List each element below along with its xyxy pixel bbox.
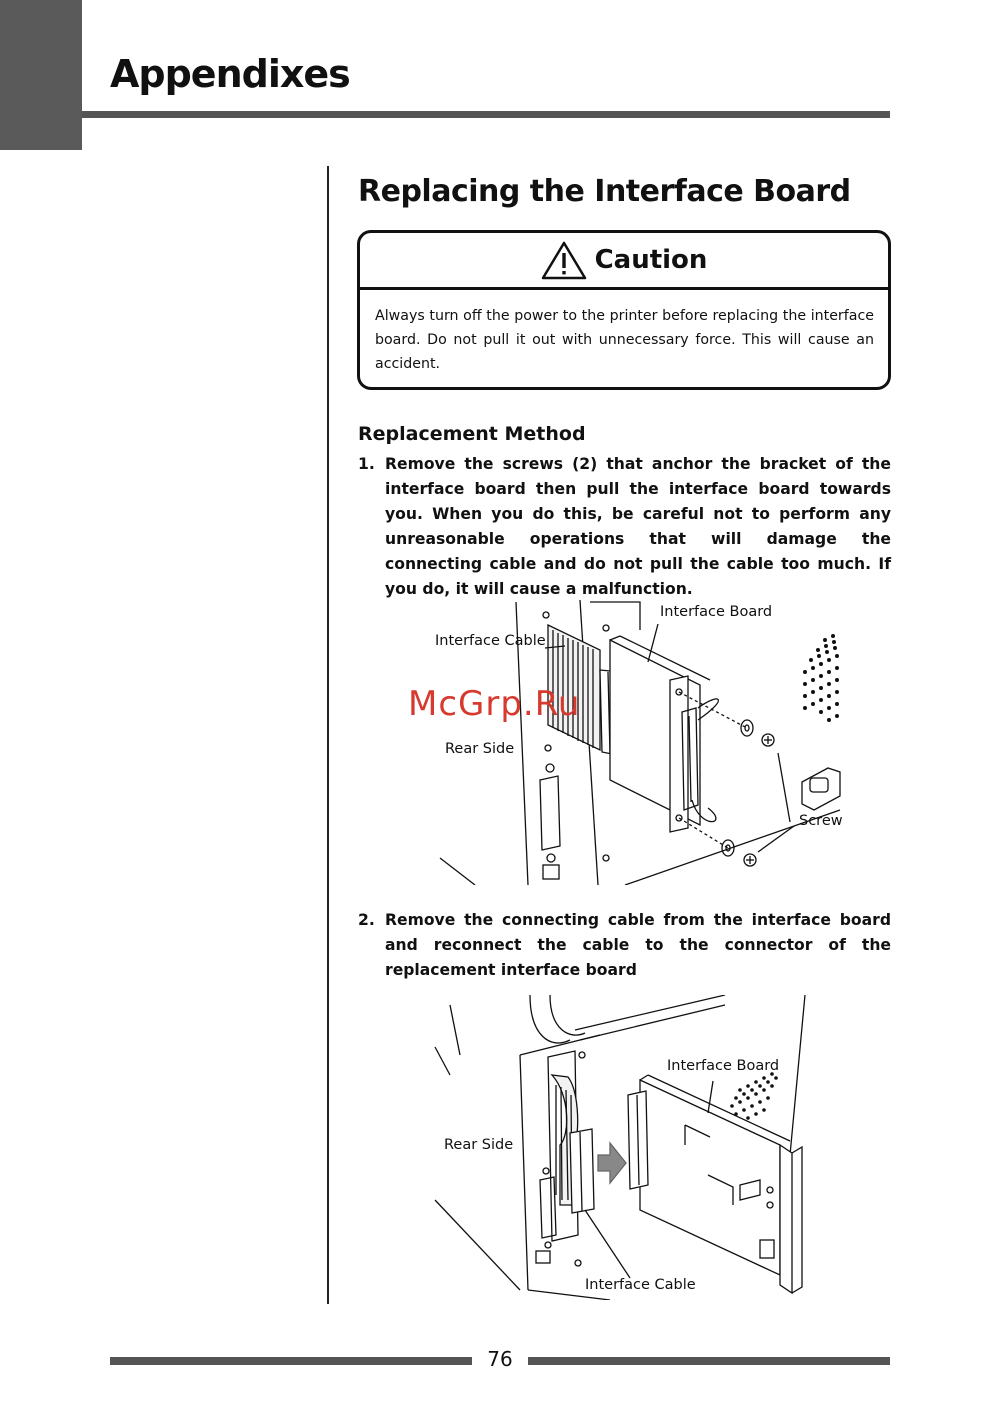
page-number: 76 [487, 1347, 513, 1371]
step-1 [358, 452, 891, 602]
label-interface-board: Interface Board [660, 604, 773, 620]
step-number: 2. [358, 911, 375, 929]
caution-label: Caution [594, 245, 708, 275]
label-interface-board: Interface Board [667, 1058, 780, 1074]
column-divider [327, 166, 329, 1304]
caution-text: Always turn off the power to the printer before replacing the interface board. Do not pull it out with unnecessary force. This will cause an accident. [375, 308, 874, 372]
step-number: 1. [358, 455, 375, 473]
footer-rule-left [110, 1357, 472, 1365]
label-rear-side: Rear Side [445, 741, 515, 757]
section-title: Replacing the Interface Board [358, 174, 851, 209]
label-screw: Screw [799, 813, 843, 829]
chapter-title: Appendixes [110, 52, 350, 96]
watermark: McGrp.Ru [408, 684, 581, 724]
replacement-method-heading: Replacement Method [358, 423, 586, 445]
chapter-tab-block [0, 0, 82, 150]
label-interface-cable: Interface Cable [435, 633, 546, 649]
step-2 [358, 908, 891, 983]
step-text: Remove the screws (2) that anchor the bracket of the interface board then pull the interface board towards you. When you do this, be careful not to perform any unreasonable operations that will damage the connecting cable and do not pull the cable too much. If you do, it will cause a malfunction. [385, 455, 891, 598]
figure-remove-board [430, 600, 850, 885]
caution-box [357, 230, 891, 390]
warning-triangle-icon [541, 240, 587, 280]
label-rear-side: Rear Side [444, 1137, 514, 1153]
caution-header [360, 233, 888, 290]
chapter-title-rule [82, 111, 890, 118]
figure-reconnect-cable [430, 995, 820, 1300]
label-interface-cable: Interface Cable [585, 1277, 696, 1293]
step-text: Remove the connecting cable from the interface board and reconnect the cable to the connector of the replacement interface board [385, 911, 891, 979]
footer-rule-right [528, 1357, 890, 1365]
